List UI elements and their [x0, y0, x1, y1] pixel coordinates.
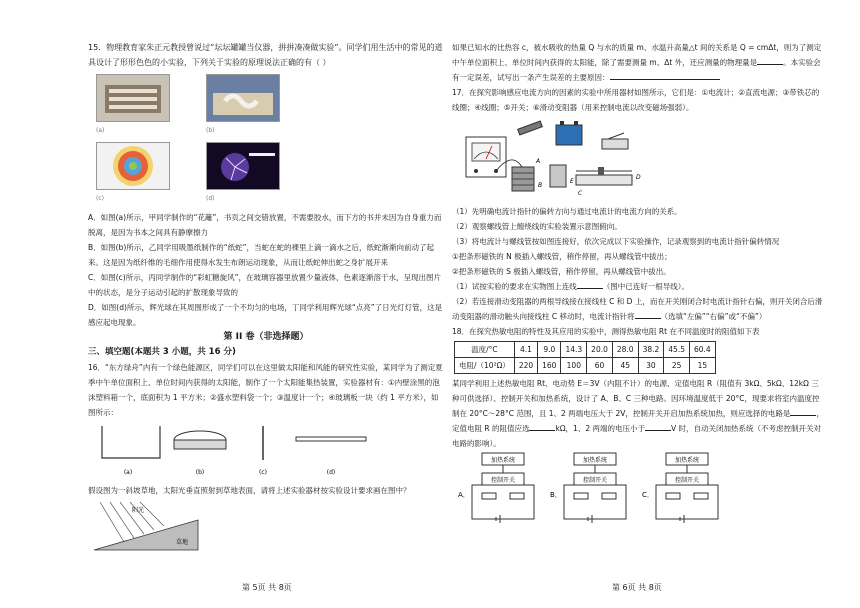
fig-label-d: (d) — [326, 469, 336, 476]
photo-c — [96, 142, 170, 190]
circuit-a-ctrl: 控制开关 — [490, 477, 516, 484]
photo-a — [96, 74, 170, 122]
table-cell: 28.0 — [612, 342, 638, 358]
table-row-resistance — [455, 358, 716, 374]
photo-a-graphic — [97, 75, 169, 121]
circuit-b — [550, 453, 626, 523]
q17-stem: 17．在探究影响感应电流方向的因素的实验中所用器材如图所示，它们是：①电流计；②直流电源；③带铁芯的线圈；④线圈；⑤开关；⑥滑动变阻器（用来控制电流以改变磁场强弱）。 — [452, 88, 820, 112]
q15-stem: 15．物理教育家朱正元教授曾说过“坛坛罐罐当仪器，拼拼凑凑做实验”。同学们用生活中的常见的道具设计了形形色色的小实验，下列关于实验的原理说法正确的有（ ） — [88, 43, 443, 67]
circuit-c — [642, 453, 718, 523]
grass-label: 草地 — [176, 539, 189, 546]
q16-continued — [452, 40, 824, 85]
slope-sunlight-figure — [88, 498, 208, 554]
photo-d — [206, 142, 280, 190]
svg-text:D: D — [636, 174, 641, 181]
q17-question-2-tail: （选填“左偏”“右偏”或“不偏”） — [660, 312, 767, 321]
photo-b — [206, 74, 280, 122]
sun-label: 阳光 — [132, 507, 145, 514]
section-title: 第 II 卷（非选择题） — [223, 332, 309, 342]
table-cell: 14.3 — [561, 342, 587, 358]
q18-stem: 18．在探究热敏电阻的特性及其应用的实验中，测得热敏电阻 Rt 在不同温度时的阻值如下表 — [452, 327, 760, 336]
q18-body-4: V 时，自动关闭加热系统（不考虑控制开关对电路的影响）。 — [452, 424, 822, 448]
thermistor-table — [454, 341, 716, 374]
table-row-head-temperature: 温度/°C — [455, 342, 515, 358]
q15-images-bottom — [96, 142, 444, 206]
table-cell: 4.1 — [514, 342, 537, 358]
q17-question-1 — [452, 279, 824, 294]
q16-apparatus-figure — [88, 420, 444, 478]
left-page-footer: 第 5页 共 8页 — [242, 583, 292, 592]
table-cell: 9.0 — [538, 342, 561, 358]
q18-body-1: 某同学利用上述热敏电阻 Rt、电动势 E＝3V（内阻不计）的电源、定值电阻 R（阻值有 3kΩ、5kΩ、12kΩ 三种可供选择）、控制开关和加热系统，设计了 A、B、C 三种电路。因环境温度低于 20°C，现要求将室内温度控制在 20°C～28°C 范围，且 1、2 两端电压大于 2V，控制开关开启加热系统加热，则应选择的电路是 — [452, 379, 820, 418]
table-cell: 160 — [538, 358, 561, 374]
section-fill-heading: 三、填空题(本题共 3 小题，共 16 分) — [88, 347, 236, 357]
table-cell: 45 — [612, 358, 638, 374]
q17-step-2: （2）观察螺线管上缠绕线的实验装置示意图俯向。 — [452, 222, 622, 231]
caption-d: (d) — [206, 195, 215, 202]
q18-body-3: kΩ，1、2 两端的电压小于 — [555, 424, 645, 433]
q16-blank-quantity[interactable] — [757, 55, 783, 65]
table-cell: 30 — [638, 358, 664, 374]
right-page — [452, 40, 824, 530]
table-cell: 15 — [689, 358, 715, 374]
circuit-c-heat: 加热系统 — [674, 457, 700, 464]
q16-tail: 假设图为一斜坡草地，太阳光垂直照射到草地表面，请将上述实验器材按实验设计要求画在图中？ — [88, 486, 411, 495]
q17-question-2-text: （2）若连接滑动变阻器的两根导线接在接线柱 C 和 D 上，而在开关刚闭合时电流计指针右偏，则开关闭合后滑动变阻器的滑动触头向接线柱 C 移动时，电流计指针将 — [452, 297, 823, 321]
table-cell: 20.0 — [587, 342, 613, 358]
caption-c: (c) — [96, 195, 104, 202]
q15-images-top — [96, 74, 444, 138]
table-row-head-resistance: 电阻/（10²Ω） — [455, 358, 515, 374]
q17-step-3b: ②把条形磁铁的 S 极插入螺线管，稍作停留，再从螺线管中拔出。 — [452, 267, 671, 276]
q17-question-2 — [452, 294, 824, 324]
caption-b: (b) — [206, 127, 215, 134]
q15-option-a: A．如图(a)所示，甲同学制作的“花籬”，书页之间交错放置，不需要胶水，而下方的书并未因为自身重力而脱离，是因为书本之间具有静摩擦力 — [88, 213, 442, 237]
photo-d-graphic — [207, 143, 279, 189]
circuit-a-label: A． — [458, 491, 470, 499]
q18-body — [452, 376, 824, 451]
q15-option-c: C．如图(c)所示，丙同学制作的“彩虹糖旋风”，在玻璃容器里放置少量液体，色素逐渐溶于水，呈现出图片中的状态，是分子运动引起的扩散现象导致的 — [88, 273, 441, 297]
q17-blank-direction[interactable] — [635, 309, 661, 319]
table-cell: 45.5 — [664, 342, 690, 358]
q16-cont-text-1: 如果已知水的比热容 c，被水吸收的热量 Q 与水的质量 m、水温升高量△t 间的关系是 Q = cmΔt，则为了测定中午单位面积上、单位时间内获得的太阳能，除了需要测量 m、Δt 外，还应测量的物理量是 — [452, 43, 822, 67]
circuit-c-label: C． — [642, 491, 654, 499]
q15-option-b: B．如图(b)所示，乙同学用吸墨纸制作的“纸蛇”，当蛇在蛇的裸里上滴一滴水之后，纸蛇渐渐向前动了起来。这是因为纸纤维的毛细作用使得水发生布朗运动现象，从而让纸蛇伸出蛇之身扩展开来 — [88, 243, 435, 267]
circuit-b-ctrl: 控制开关 — [582, 477, 608, 484]
fig-label-a: (a) — [123, 469, 133, 476]
q17-blank-wiring[interactable] — [577, 279, 603, 289]
q17-question-1-tail: （图中已连好一根导线）。 — [602, 282, 690, 291]
q16-stem: 16．“东方绿舟”内有一个绿色能源区，同学们可以在这里做太阳能和风能的研究性实验，某同学为了测定夏季中午单位面积上、单位时间内获得的太阳能，制作了一个太阳能集热装置，实验器材有：①内壁涂黑的泡沫塑料箱一个，底面积为 1 平方米；②盛水塑料袋一个；③温度计一个；④玻璃板一块（约 1 平方米），如图所示： — [88, 363, 443, 417]
q18-blank-circuit[interactable] — [790, 406, 816, 416]
circuit-b-label: B． — [550, 491, 562, 499]
q18-body-2: ，定值电阻 R 的阻值应选 — [452, 409, 824, 433]
q17-step-3a: ①把条形磁铁的 N 极插入螺线管，稍作停留，再从螺线管中拔出； — [452, 252, 672, 261]
circuit-a-heat: 加热系统 — [490, 457, 516, 464]
photo-b-graphic — [207, 75, 279, 121]
photo-c-graphic — [97, 143, 169, 189]
table-cell: 60.4 — [689, 342, 715, 358]
svg-text:A: A — [536, 158, 541, 165]
svg-text:B: B — [538, 182, 543, 189]
circuit-a — [458, 453, 534, 523]
caption-a: (a) — [96, 127, 105, 134]
circuit-b-heat: 加热系统 — [582, 457, 608, 464]
table-cell: 60 — [587, 358, 613, 374]
table-cell: 38.2 — [638, 342, 664, 358]
q16-blank-error-reason[interactable] — [610, 70, 720, 80]
q18-blank-resistor[interactable] — [529, 421, 555, 431]
fig-label-c: (c) — [259, 469, 267, 476]
circuit-c-ctrl: 控制开关 — [674, 477, 700, 484]
q17-question-1-text: （1）试按实验的要求在实物图上连线 — [452, 282, 577, 291]
svg-text:C: C — [578, 190, 583, 197]
q17-apparatus-figure — [452, 115, 824, 199]
right-page-footer: 第 6页 共 8页 — [612, 583, 662, 592]
q17-step-3: （3）将电流计与螺线管按如图连接好，依次完成以下实验操作，记录观察到的电流计指针偏转情况 — [452, 237, 780, 246]
table-row-temperature — [455, 342, 716, 358]
svg-text:E: E — [570, 178, 574, 185]
q17-step-1: （1）先明确电流计指针的偏转方向与通过电流计的电流方向的关系。 — [452, 207, 682, 216]
left-page — [88, 40, 444, 559]
table-cell: 220 — [514, 358, 537, 374]
q16-cont-text-2: 。本实验会有一定误差，试写出一条产生误差的主要原因： — [452, 58, 821, 82]
q15-option-d: D．如图(d)所示，辉光球在其周围形成了一个不均匀的电场，丁同学利用辉光球“点亮”了日光灯灯管，这是感应起电现象。 — [88, 303, 443, 327]
table-cell: 25 — [664, 358, 690, 374]
fig-label-b: (b) — [195, 469, 205, 476]
q18-circuits-figure — [452, 451, 824, 525]
table-cell: 100 — [561, 358, 587, 374]
q18-blank-voltage[interactable] — [645, 421, 671, 431]
